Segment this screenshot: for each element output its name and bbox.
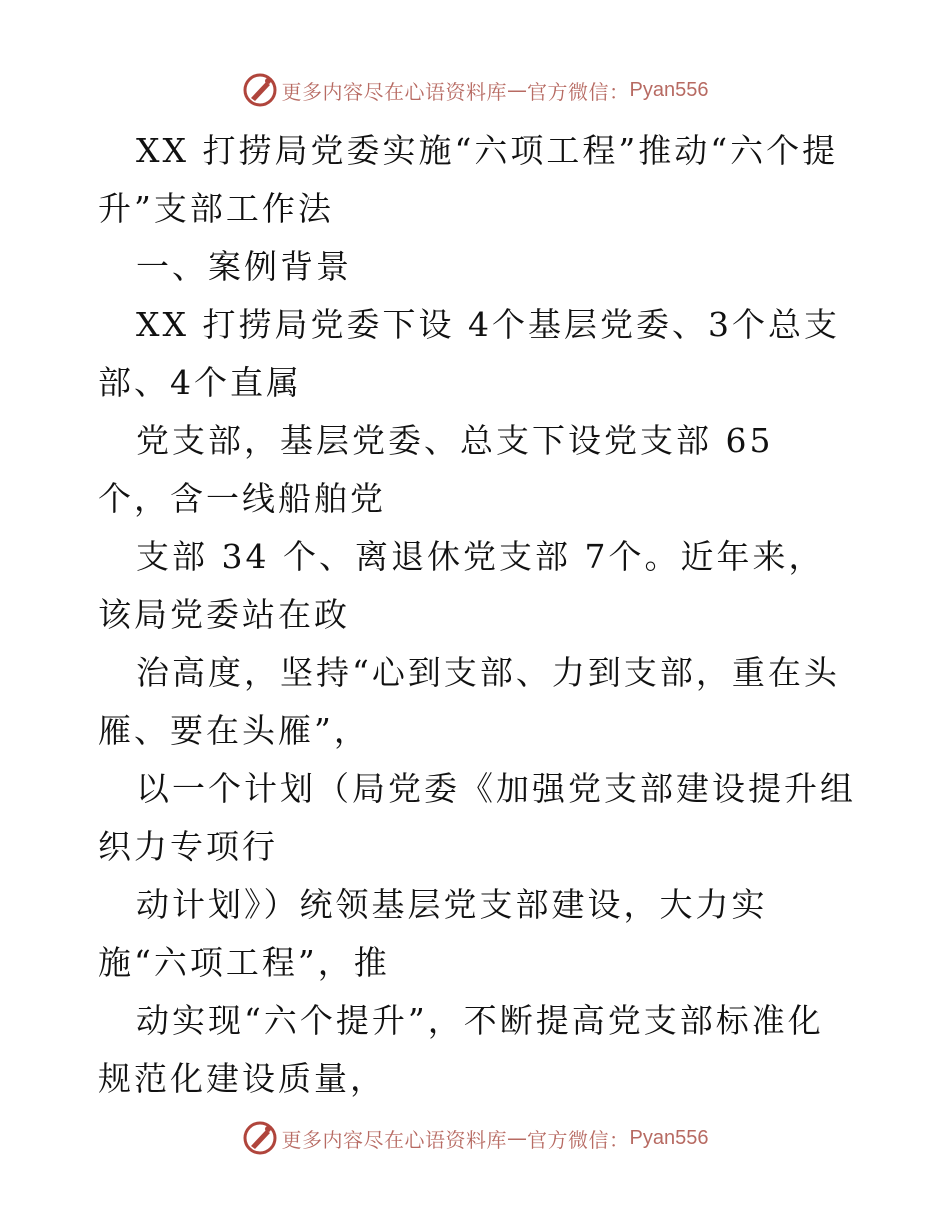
paragraph: 支部 34 个、离退休党支部 7个。近年来，该局党委站在政 bbox=[98, 537, 825, 634]
document-body bbox=[98, 122, 858, 1108]
paragraph: 治高度，坚持“心到支部、力到支部，重在头雁、要在头雁”， bbox=[98, 653, 840, 750]
watermark-wechat-id: Pyan556 bbox=[629, 78, 709, 101]
watermark-banner-bottom bbox=[0, 1118, 950, 1158]
watermark-separator: — bbox=[507, 78, 528, 102]
watermark-text: 更多内容尽在心语资料库 bbox=[281, 79, 508, 104]
paragraph: 动实现“六个提升”，不断提高党支部标准化规范化建设质量， bbox=[98, 1001, 824, 1098]
section-heading: 一、案例背景 bbox=[136, 247, 352, 286]
watermark-wechat-label: 官方微信： bbox=[527, 1127, 630, 1152]
paragraph: XX 打捞局党委下设 4个基层党委、3个总支部、4个直属 bbox=[98, 305, 840, 402]
paragraph: 党支部，基层党委、总支下设党支部 65 个，含一线船舶党 bbox=[98, 421, 787, 518]
pen-logo-icon bbox=[242, 72, 278, 108]
watermark-wechat-label: 官方微信： bbox=[527, 79, 630, 104]
pen-logo-icon bbox=[242, 1120, 278, 1156]
watermark-wechat-id: Pyan556 bbox=[629, 1126, 709, 1149]
document-title: XX 打捞局党委实施“六项工程”推动“六个提升”支部工作法 bbox=[98, 131, 839, 228]
paragraph: 以一个计划（局党委《加强党支部建设提升组织力专项行 bbox=[98, 769, 856, 866]
watermark-text: 更多内容尽在心语资料库 bbox=[281, 1127, 508, 1152]
paragraph: 动计划》）统领基层党支部建设，大力实施“六项工程”，推 bbox=[98, 885, 768, 982]
watermark-separator: — bbox=[507, 1126, 528, 1150]
watermark-banner-top bbox=[0, 70, 950, 110]
